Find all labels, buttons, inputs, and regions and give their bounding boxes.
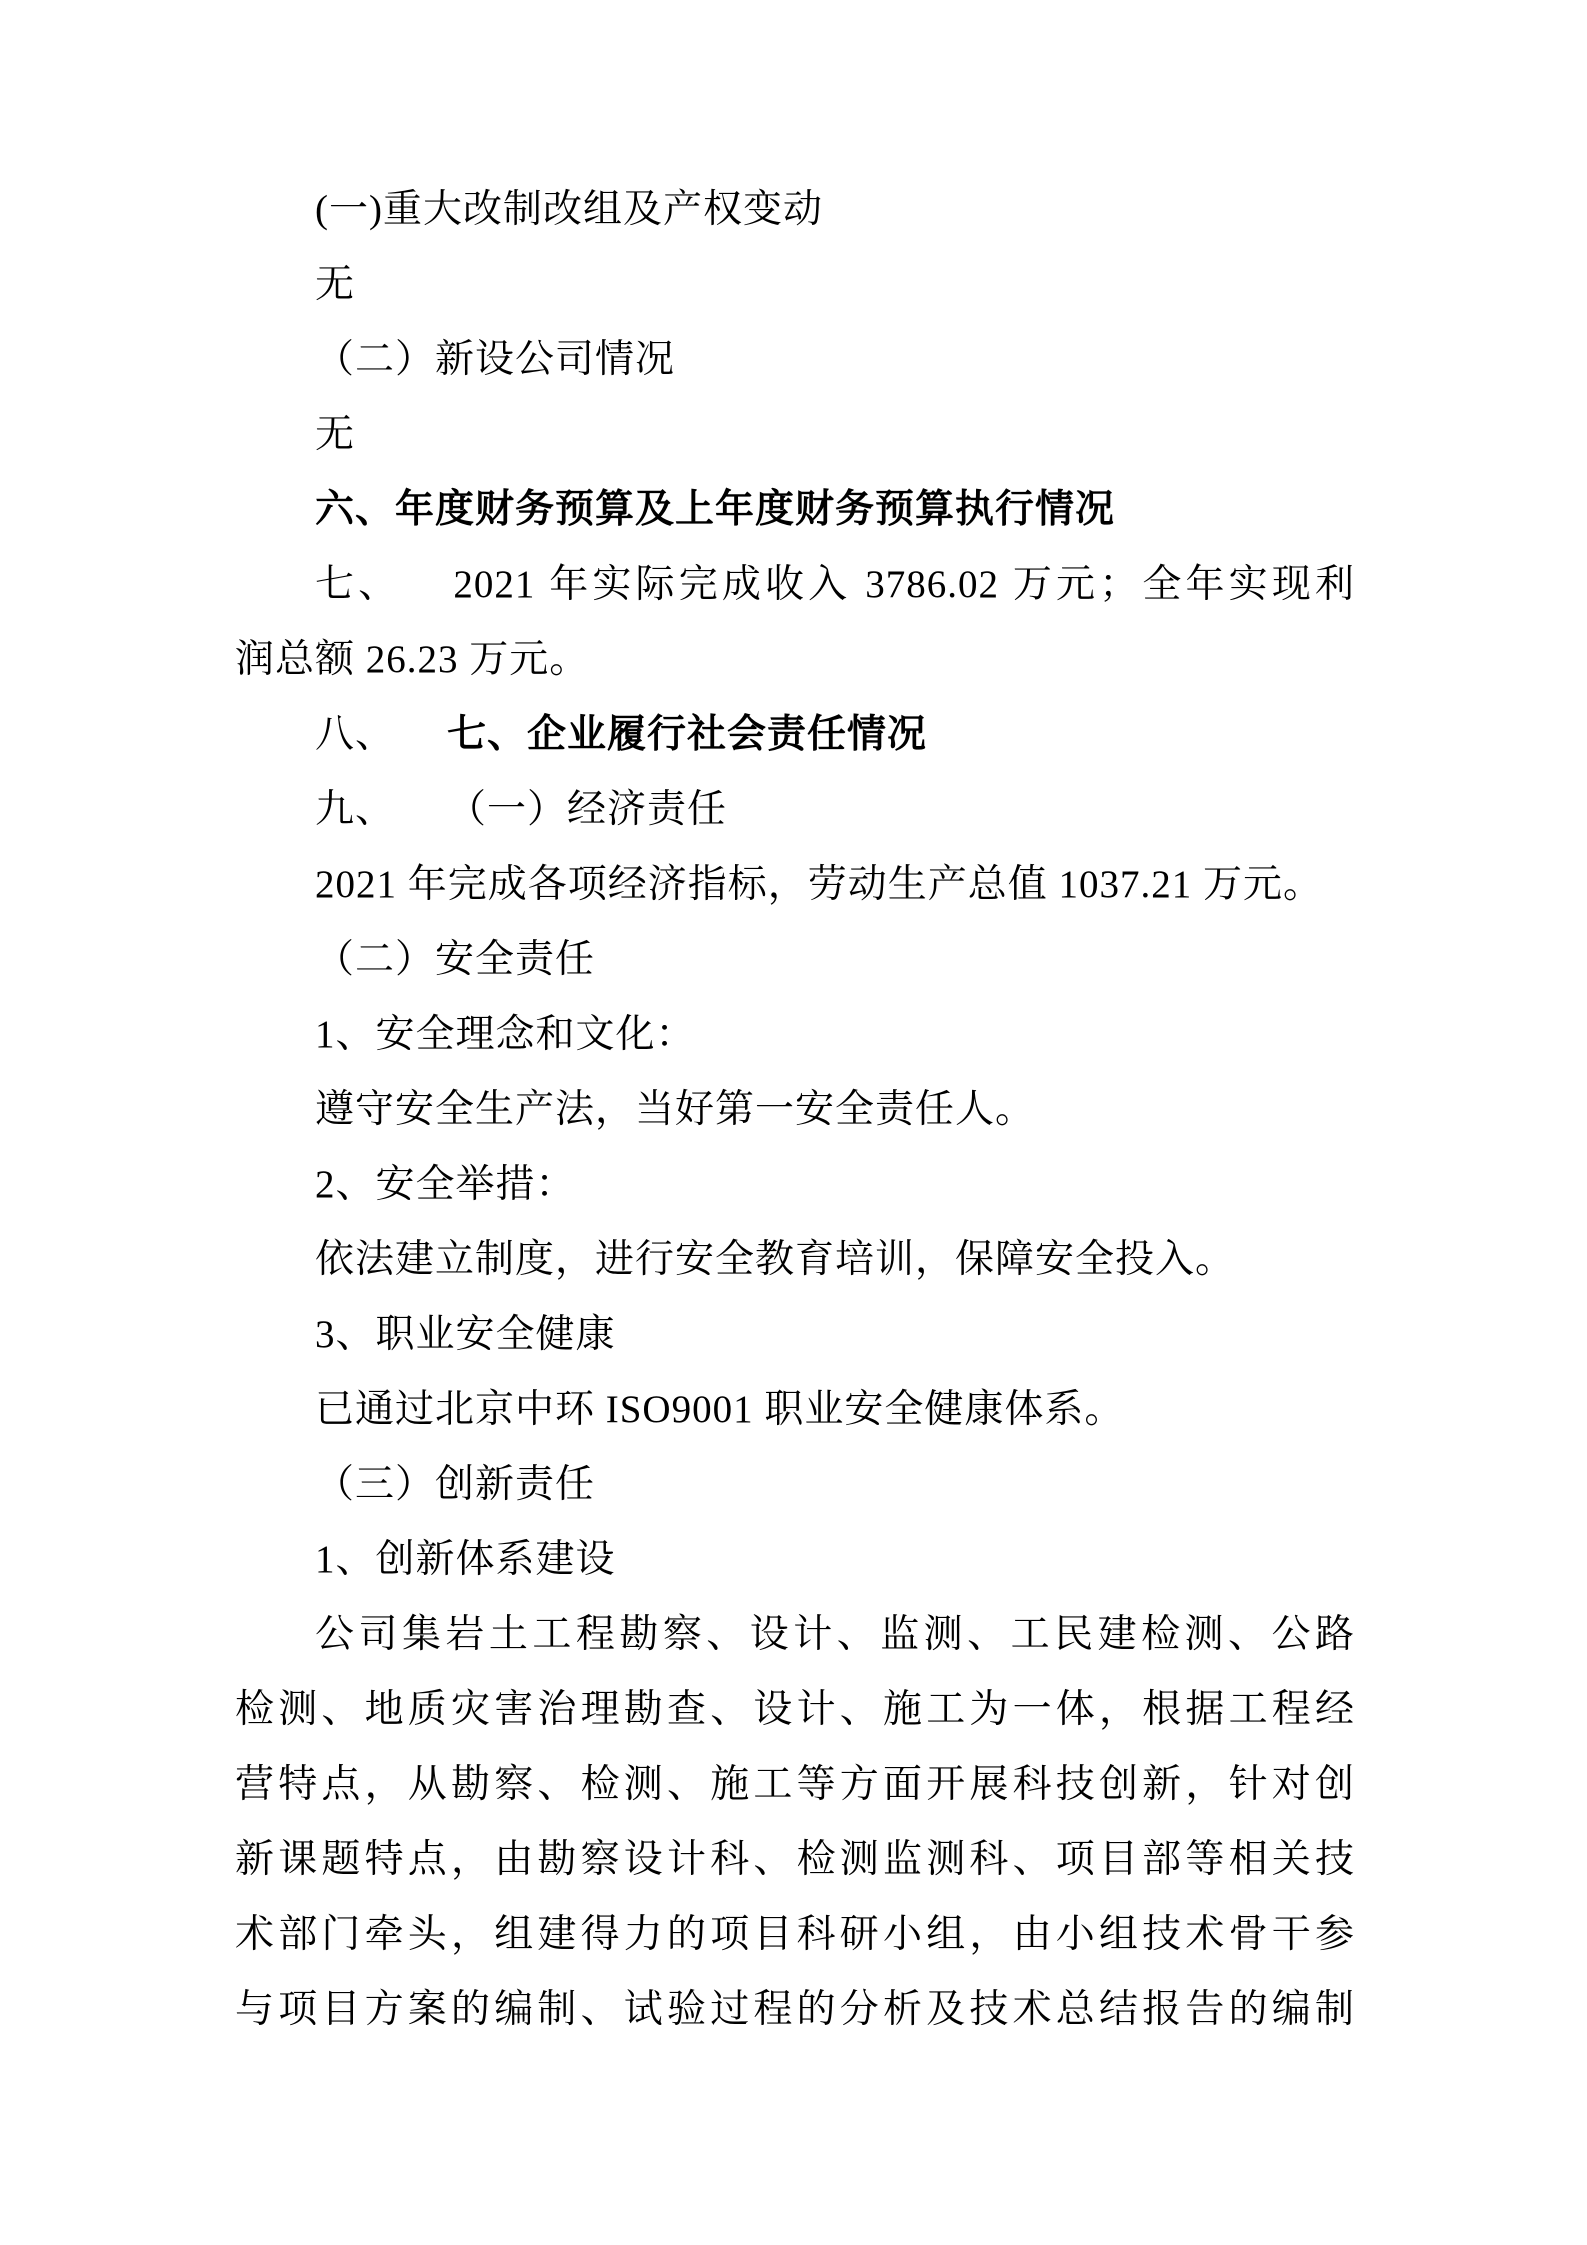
document-line [235,1372,1355,1447]
heading-text: 六、年度财务预算及上年度财务预算执行情况 [315,488,1116,531]
document-line [235,397,1355,472]
document-line [235,1972,1355,2047]
document-line [235,472,1355,547]
line-text: 依法建立制度，进行安全教育培训，保障安全投入。 [315,1238,1236,1281]
document-line [235,1597,1355,1672]
line-text: 术部门牵头，组建得力的项目科研小组，由小组技术骨干参 [235,1913,1355,1956]
line-text: 无 [315,413,356,456]
document-line [235,1222,1355,1297]
line-text: 1、安全理念和文化： [315,1013,696,1056]
line-text: 与项目方案的编制、试验过程的分析及技术总结报告的编制 [235,1988,1355,2031]
document-line [235,622,1355,697]
line-text: （一）经济责任 [447,788,728,831]
line-text: 检测、地质灾害治理勘查、设计、施工为一体，根据工程经 [235,1688,1355,1731]
line-text: 2021 年实际完成收入 3786.02 万元；全年实现利 [453,563,1355,606]
list-number: 九、 [315,788,396,831]
document-line [235,1747,1355,1822]
document-line [235,922,1355,997]
line-text: 3、职业安全健康 [315,1313,616,1356]
line-text: 已通过北京中环 ISO9001 职业安全健康体系。 [315,1388,1125,1431]
document-line [235,847,1355,922]
document-body [235,172,1355,2047]
document-line [235,247,1355,322]
document-line [235,322,1355,397]
document-line [235,1447,1355,1522]
heading-text: 七、企业履行社会责任情况 [447,713,928,756]
line-text: (一)重大改制改组及产权变动 [315,188,823,231]
line-text: 公司集岩土工程勘察、设计、监测、工民建检测、公路 [315,1613,1355,1656]
document-line [235,547,1355,622]
line-text: （二）安全责任 [315,938,596,981]
document-line [235,997,1355,1072]
document-line [235,1522,1355,1597]
line-text: 无 [315,263,356,306]
line-text: 2、安全举措： [315,1163,576,1206]
line-text: 2021 年完成各项经济指标，劳动生产总值 1037.21 万元。 [315,863,1324,906]
line-text: （三）创新责任 [315,1463,596,1506]
document-line [235,172,1355,247]
line-text: 营特点，从勘察、检测、施工等方面开展科技创新，针对创 [235,1763,1355,1806]
document-line [235,1147,1355,1222]
document-line [235,697,1355,772]
document-line [235,1297,1355,1372]
line-text: 遵守安全生产法，当好第一安全责任人。 [315,1088,1036,1131]
line-text: 1、创新体系建设 [315,1538,616,1581]
list-number: 七、 [315,563,402,606]
document-line [235,1897,1355,1972]
line-text: 润总额 26.23 万元。 [235,638,590,681]
document-line [235,772,1355,847]
document-line [235,1072,1355,1147]
document-line [235,1822,1355,1897]
line-text: 新课题特点，由勘察设计科、检测监测科、项目部等相关技 [235,1838,1355,1881]
document-line [235,1672,1355,1747]
line-text: （二）新设公司情况 [315,338,676,381]
list-number: 八、 [315,713,396,756]
